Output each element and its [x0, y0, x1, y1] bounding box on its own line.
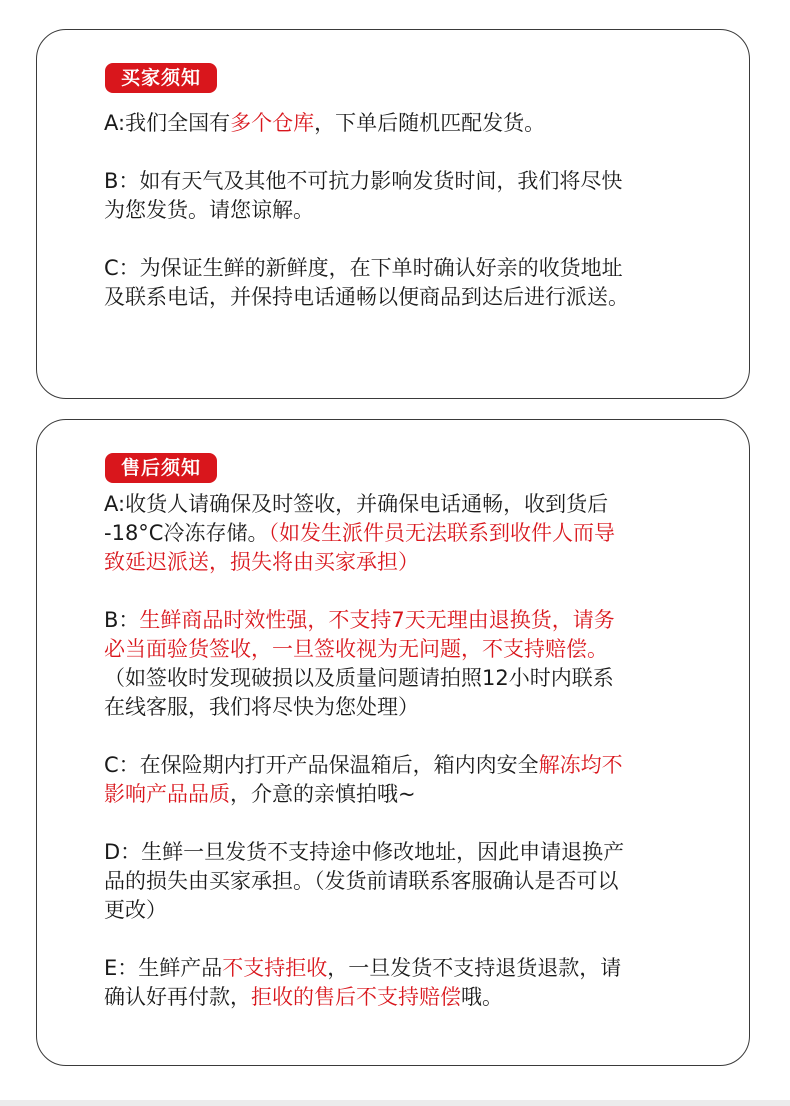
notice-text: ，一旦发货不支持退货退款，请 确认好再付款，: [104, 956, 622, 1009]
highlight-text: 不支持拒收: [222, 956, 328, 980]
highlight-text: 解冻均不 影响产品品质: [104, 753, 623, 806]
highlight-text: （如发生派件员无法联系到收件人而导 致延迟派送，损失将由买家承担）: [104, 521, 615, 574]
highlight-text: 拒收的售后不支持赔偿: [251, 985, 461, 1009]
buyer-notice-body: [104, 109, 719, 312]
notice-text: ，下单后随机匹配发货。: [314, 111, 546, 135]
aftersale-notice-card: [36, 419, 750, 1066]
bottom-divider: [0, 1100, 790, 1106]
notice-text: A:我们全国有: [104, 111, 231, 135]
aftersale-notice-title: 售后须知: [105, 453, 217, 483]
notice-text: E：生鲜产品: [104, 956, 223, 980]
notice-item: [104, 606, 719, 722]
notice-item: [104, 167, 719, 225]
notice-item: [104, 751, 719, 809]
notice-text: （如签收时发现破损以及质量问题请拍照12小时内联系 在线客服，我们将尽快为您处理）: [104, 666, 614, 719]
notice-item: [104, 109, 719, 138]
notice-text: C：为保证生鲜的新鲜度，在下单时确认好亲的收货地址 及联系电话，并保持电话通畅以便商品到达后进行派送。: [104, 256, 629, 309]
buyer-notice-title: 买家须知: [105, 63, 217, 93]
buyer-notice-card: [36, 29, 750, 399]
highlight-text: 生鲜商品时效性强，不支持7天无理由退换货，请务 必当面验货签收，一旦签收视为无问题，不支持赔偿。: [104, 608, 615, 661]
notice-text: C：在保险期内打开产品保温箱后，箱内肉安全: [104, 753, 539, 777]
notice-text: D：生鲜一旦发货不支持途中修改地址，因此申请退换产 品的损失由买家承担。（发货前请联系客服确认是否可以 更改）: [104, 840, 625, 922]
notice-text: B：: [104, 608, 140, 632]
notice-item: [104, 838, 719, 925]
aftersale-notice-body: [104, 490, 719, 1012]
notice-item: [104, 490, 719, 577]
notice-item: [104, 954, 719, 1012]
notice-text: B：如有天气及其他不可抗力影响发货时间，我们将尽快 为您发货。请您谅解。: [104, 169, 623, 222]
notice-text: A:收货人请确保及时签收，并确保电话通畅，收到货后 -18°C冷冻存储。: [104, 492, 609, 545]
notice-text: ，介意的亲慎拍哦~: [230, 782, 416, 806]
notice-item: [104, 254, 719, 312]
notice-text: 哦。: [461, 985, 503, 1009]
highlight-text: 多个仓库: [230, 111, 315, 135]
